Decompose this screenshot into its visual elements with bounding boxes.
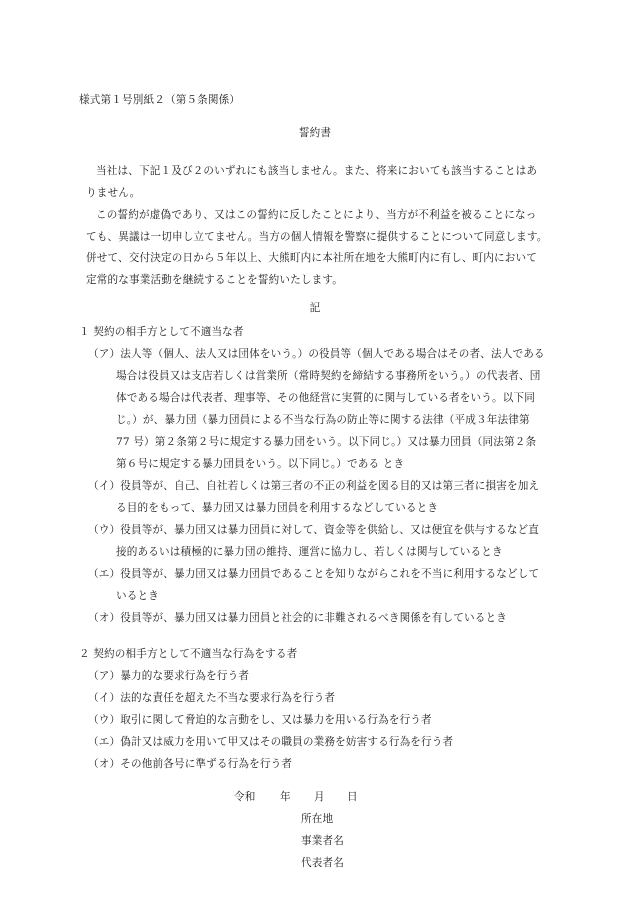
business-name-label: 事業者名 (301, 835, 344, 847)
document-title: 誓約書 (298, 127, 332, 139)
representative-name-label: 代表者名 (301, 857, 344, 869)
section-1-item-a-line-1: （ア）法人等（個人、法人又は団体をいう。）の役員等（個人である場合はその者、法人である (88, 348, 545, 360)
date-month: 月 (314, 791, 325, 803)
address-label: 所在地 (301, 813, 334, 825)
section-1-item-a-line-5: 77 号）第２条第２号に規定する暴力団をいう。以下同じ。）又は暴力団員（同法第２条 (116, 436, 537, 448)
section-1-item-a-line-2: 場合は役員又は支店若しくは営業所（常時契約を締結する事務所をいう。）の代表者、団 (116, 370, 541, 382)
section-2-item-i: （イ）法的な責任を超えた不当な要求行為を行う者 (88, 692, 336, 704)
section-2-heading: ２ 契約の相手方として不適当な行為をする者 (79, 648, 298, 660)
section-1-heading: １ 契約の相手方として不適当な者 (79, 326, 244, 338)
section-1-item-i-line-1: （イ）役員等が、自己、自社若しくは第三者の不正の利益を図る目的又は第三者に損害を加え (88, 480, 540, 492)
section-1-item-a-line-3: 体である場合は代表者、理事等、その他経営に実質的に関与している者をいう。以下同 (116, 392, 536, 404)
section-2-item-u: （ウ）取引に関して脅迫的な言動をし、又は暴力を用いる行為を行う者 (88, 714, 432, 726)
ki-heading: 記 (309, 302, 321, 314)
date-era: 令和 (234, 791, 256, 803)
section-1-item-o-line-1: （オ）役員等が、暴力団又は暴力団員と社会的に非難されるべき関係を有しているとき (88, 612, 508, 624)
section-1-item-a-line-6: 第６号に規定する暴力団員をいう。以下同じ。）である とき (116, 458, 405, 470)
section-1-item-u-line-2: 接的あるいは積極的に暴力団の維持、運営に協力し、若しくは関与しているとき (116, 546, 503, 558)
intro-paragraph-2-line-1: この誓約が虚偽であり、又はこの誓約に反したことにより、当方が不利益を被ることになっ (96, 209, 537, 221)
section-1-item-e-line-2: いるとき (116, 590, 159, 602)
intro-paragraph-1-line-1: 当社は、下記１及び２のいずれにも該当しません。また、将来においても該当することはあ (96, 165, 538, 177)
form-label: 様式第１号別紙２（第５条関係） (79, 94, 241, 106)
section-1-item-i-line-2: る目的をもって、暴力団又は暴力団員を利用するなどしているとき (116, 502, 439, 514)
intro-paragraph-2-line-2: ても、異議は一切申し立てません。当方の個人情報を警察に提供することについて同意します。 (86, 231, 548, 243)
section-1-item-e-line-1: （エ）役員等が、暴力団又は暴力団員であることを知りながらこれを不当に利用するなどして (88, 568, 540, 580)
section-1-item-a-line-4: じ。）が、暴力団（暴力団員による不当な行為の防止等に関する法律（平成３年法律第 (116, 414, 530, 426)
date-year: 年 (280, 791, 291, 803)
date-day: 日 (347, 791, 358, 803)
intro-paragraph-2-line-3: 併せて、交付決定の日から５年以上、大熊町内に本社所在地を大熊町内に有し、町内において (86, 252, 538, 264)
section-2-item-o: （オ）その他前各号に準ずる行為を行う者 (88, 758, 293, 770)
section-2-item-a: （ア）暴力的な要求行為を行う者 (88, 670, 250, 682)
intro-paragraph-1-line-2: りません。 (86, 187, 141, 199)
section-1-item-u-line-1: （ウ）役員等が、暴力団又は暴力団員に対して、資金等を供給し、又は便宜を供与するなど直 (88, 524, 540, 536)
intro-paragraph-2-line-4: 定常的な事業活動を継続することを誓約いたします。 (86, 274, 343, 286)
section-2-item-e: （エ）偽計又は威力を用いて甲又はその職員の業務を妨害する行為を行う者 (88, 736, 454, 748)
